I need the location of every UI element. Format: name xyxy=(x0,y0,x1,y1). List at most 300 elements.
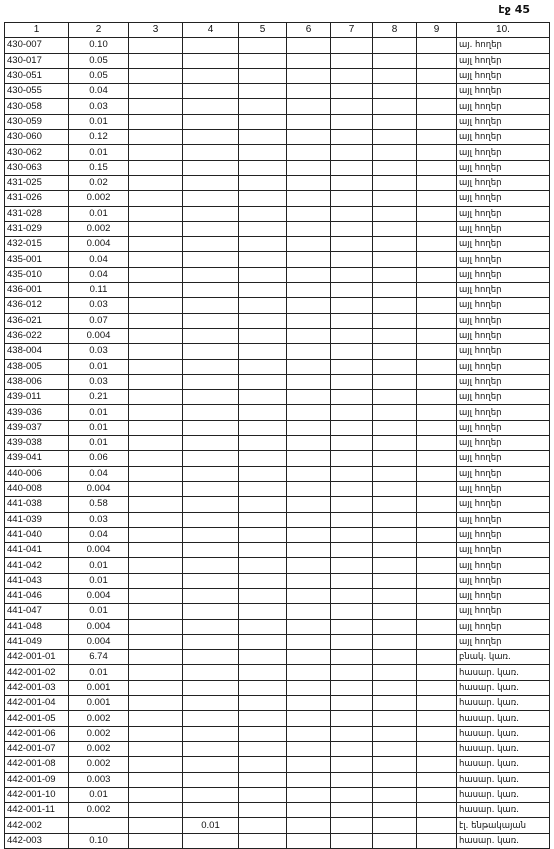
cell-col-10: հասար. կառ. xyxy=(457,665,550,680)
cell-col-9 xyxy=(417,237,457,252)
cell-col-8 xyxy=(373,696,417,711)
cell-col-7 xyxy=(331,665,373,680)
cell-col-9 xyxy=(417,527,457,542)
table-row xyxy=(5,803,550,818)
cell-col-9 xyxy=(417,374,457,389)
cell-col-2: 0.002 xyxy=(69,191,129,206)
cell-col-3 xyxy=(129,527,183,542)
col-header-7: 7 xyxy=(331,23,373,38)
table-row xyxy=(5,696,550,711)
cell-col-4 xyxy=(183,436,239,451)
cell-col-2: 0.06 xyxy=(69,451,129,466)
cell-col-3 xyxy=(129,344,183,359)
cell-col-9 xyxy=(417,420,457,435)
cell-col-9 xyxy=(417,803,457,818)
cell-col-7 xyxy=(331,221,373,236)
cell-col-6 xyxy=(287,68,331,83)
cell-col-1: 436-001 xyxy=(5,283,69,298)
cell-col-8 xyxy=(373,466,417,481)
table-row xyxy=(5,130,550,145)
cell-col-3 xyxy=(129,619,183,634)
cell-col-2: 0.02 xyxy=(69,175,129,190)
cell-col-5 xyxy=(239,512,287,527)
cell-col-8 xyxy=(373,833,417,848)
cell-col-10: այլ հողեր xyxy=(457,619,550,634)
cell-col-4 xyxy=(183,420,239,435)
cell-col-10: այլ հողեր xyxy=(457,588,550,603)
table-row xyxy=(5,175,550,190)
cell-col-10: այլ հողեր xyxy=(457,390,550,405)
cell-col-7 xyxy=(331,711,373,726)
cell-col-2: 0.01 xyxy=(69,114,129,129)
cell-col-2: 0.03 xyxy=(69,374,129,389)
cell-col-8 xyxy=(373,497,417,512)
cell-col-6 xyxy=(287,512,331,527)
cell-col-4 xyxy=(183,191,239,206)
cell-col-10: այլ հողեր xyxy=(457,512,550,527)
cell-col-8 xyxy=(373,787,417,802)
cell-col-3 xyxy=(129,588,183,603)
cell-col-8 xyxy=(373,359,417,374)
cell-col-9 xyxy=(417,711,457,726)
cell-col-7 xyxy=(331,38,373,53)
cell-col-1: 442-001-06 xyxy=(5,726,69,741)
cell-col-1: 430-007 xyxy=(5,38,69,53)
cell-col-2: 0.05 xyxy=(69,53,129,68)
cell-col-9 xyxy=(417,160,457,175)
cell-col-7 xyxy=(331,298,373,313)
cell-col-5 xyxy=(239,436,287,451)
cell-col-1: 430-017 xyxy=(5,53,69,68)
cell-col-9 xyxy=(417,191,457,206)
cell-col-8 xyxy=(373,741,417,756)
cell-col-4 xyxy=(183,497,239,512)
cell-col-1: 430-055 xyxy=(5,84,69,99)
cell-col-6 xyxy=(287,650,331,665)
cell-col-1: 442-001-03 xyxy=(5,680,69,695)
cell-col-1: 438-006 xyxy=(5,374,69,389)
cell-col-8 xyxy=(373,803,417,818)
cell-col-9 xyxy=(417,99,457,114)
table-row xyxy=(5,374,550,389)
cell-col-6 xyxy=(287,99,331,114)
cell-col-1: 431-026 xyxy=(5,191,69,206)
cell-col-5 xyxy=(239,84,287,99)
cell-col-10: էլ. ենթակայան xyxy=(457,818,550,833)
cell-col-5 xyxy=(239,405,287,420)
cell-col-3 xyxy=(129,680,183,695)
table-row xyxy=(5,436,550,451)
cell-col-7 xyxy=(331,650,373,665)
cell-col-2: 0.04 xyxy=(69,527,129,542)
cell-col-2: 0.01 xyxy=(69,787,129,802)
cell-col-1: 430-059 xyxy=(5,114,69,129)
cell-col-8 xyxy=(373,84,417,99)
cell-col-6 xyxy=(287,588,331,603)
cell-col-5 xyxy=(239,696,287,711)
cell-col-8 xyxy=(373,451,417,466)
cell-col-3 xyxy=(129,374,183,389)
cell-col-2: 0.03 xyxy=(69,99,129,114)
cell-col-4 xyxy=(183,374,239,389)
cell-col-6 xyxy=(287,130,331,145)
table-row xyxy=(5,787,550,802)
cell-col-4: 0.01 xyxy=(183,818,239,833)
cell-col-1: 436-012 xyxy=(5,298,69,313)
cell-col-9 xyxy=(417,696,457,711)
cell-col-8 xyxy=(373,191,417,206)
cell-col-3 xyxy=(129,313,183,328)
cell-col-4 xyxy=(183,405,239,420)
cell-col-4 xyxy=(183,481,239,496)
table-row xyxy=(5,634,550,649)
cell-col-3 xyxy=(129,175,183,190)
cell-col-4 xyxy=(183,313,239,328)
cell-col-3 xyxy=(129,145,183,160)
cell-col-4 xyxy=(183,588,239,603)
cell-col-8 xyxy=(373,665,417,680)
cell-col-7 xyxy=(331,604,373,619)
cell-col-3 xyxy=(129,114,183,129)
cell-col-6 xyxy=(287,696,331,711)
cell-col-5 xyxy=(239,390,287,405)
cell-col-6 xyxy=(287,665,331,680)
cell-col-10: այլ հողեր xyxy=(457,130,550,145)
cell-col-9 xyxy=(417,175,457,190)
cell-col-8 xyxy=(373,298,417,313)
table-row xyxy=(5,359,550,374)
cell-col-8 xyxy=(373,634,417,649)
cell-col-4 xyxy=(183,696,239,711)
cell-col-5 xyxy=(239,497,287,512)
table-row xyxy=(5,298,550,313)
cell-col-8 xyxy=(373,328,417,343)
table-row xyxy=(5,619,550,634)
cell-col-4 xyxy=(183,267,239,282)
cell-col-2: 0.001 xyxy=(69,696,129,711)
cell-col-5 xyxy=(239,772,287,787)
table-row xyxy=(5,726,550,741)
table-row xyxy=(5,650,550,665)
cell-col-4 xyxy=(183,833,239,848)
cell-col-7 xyxy=(331,267,373,282)
cell-col-7 xyxy=(331,573,373,588)
cell-col-3 xyxy=(129,757,183,772)
table-row xyxy=(5,99,550,114)
cell-col-3 xyxy=(129,359,183,374)
table-row xyxy=(5,267,550,282)
cell-col-9 xyxy=(417,543,457,558)
col-header-8: 8 xyxy=(373,23,417,38)
cell-col-10: այլ հողեր xyxy=(457,160,550,175)
table-row xyxy=(5,481,550,496)
cell-col-2: 0.15 xyxy=(69,160,129,175)
cell-col-6 xyxy=(287,726,331,741)
cell-col-6 xyxy=(287,298,331,313)
cell-col-3 xyxy=(129,84,183,99)
cell-col-7 xyxy=(331,191,373,206)
cell-col-3 xyxy=(129,191,183,206)
cell-col-6 xyxy=(287,436,331,451)
cell-col-6 xyxy=(287,833,331,848)
cell-col-2: 0.03 xyxy=(69,298,129,313)
cell-col-3 xyxy=(129,803,183,818)
cell-col-10: այլ հողեր xyxy=(457,359,550,374)
cell-col-6 xyxy=(287,175,331,190)
cell-col-9 xyxy=(417,114,457,129)
cell-col-1: 441-038 xyxy=(5,497,69,512)
cell-col-6 xyxy=(287,604,331,619)
table-row xyxy=(5,252,550,267)
cell-col-10: այլ հողեր xyxy=(457,481,550,496)
cell-col-5 xyxy=(239,588,287,603)
cell-col-8 xyxy=(373,543,417,558)
table-row xyxy=(5,466,550,481)
cell-col-5 xyxy=(239,99,287,114)
cell-col-3 xyxy=(129,558,183,573)
cell-col-3 xyxy=(129,160,183,175)
cell-col-3 xyxy=(129,741,183,756)
cell-col-10: այլ հողեր xyxy=(457,604,550,619)
cell-col-3 xyxy=(129,206,183,221)
cell-col-2: 0.01 xyxy=(69,558,129,573)
cell-col-9 xyxy=(417,726,457,741)
cell-col-2: 0.01 xyxy=(69,604,129,619)
cell-col-6 xyxy=(287,420,331,435)
cell-col-6 xyxy=(287,711,331,726)
cell-col-6 xyxy=(287,191,331,206)
cell-col-10: այլ հողեր xyxy=(457,328,550,343)
cell-col-2: 0.004 xyxy=(69,634,129,649)
cell-col-7 xyxy=(331,466,373,481)
table-row xyxy=(5,451,550,466)
cell-col-7 xyxy=(331,787,373,802)
cell-col-3 xyxy=(129,252,183,267)
table-row xyxy=(5,588,550,603)
cell-col-8 xyxy=(373,420,417,435)
cell-col-6 xyxy=(287,772,331,787)
cell-col-2: 0.04 xyxy=(69,252,129,267)
cell-col-1: 430-051 xyxy=(5,68,69,83)
cell-col-3 xyxy=(129,512,183,527)
cell-col-6 xyxy=(287,283,331,298)
cell-col-3 xyxy=(129,283,183,298)
cell-col-6 xyxy=(287,206,331,221)
cell-col-10: հասար. կառ. xyxy=(457,833,550,848)
cell-col-1: 442-001-09 xyxy=(5,772,69,787)
table-row xyxy=(5,328,550,343)
cell-col-6 xyxy=(287,160,331,175)
cell-col-3 xyxy=(129,665,183,680)
table-row xyxy=(5,543,550,558)
cell-col-4 xyxy=(183,512,239,527)
cell-col-9 xyxy=(417,466,457,481)
cell-col-5 xyxy=(239,252,287,267)
cell-col-10: այլ հողեր xyxy=(457,252,550,267)
cell-col-9 xyxy=(417,818,457,833)
cell-col-8 xyxy=(373,145,417,160)
cell-col-9 xyxy=(417,619,457,634)
cell-col-1: 439-036 xyxy=(5,405,69,420)
cell-col-8 xyxy=(373,283,417,298)
cell-col-7 xyxy=(331,99,373,114)
table-row xyxy=(5,833,550,848)
cell-col-9 xyxy=(417,436,457,451)
cell-col-10: հասար. կառ. xyxy=(457,741,550,756)
cell-col-7 xyxy=(331,558,373,573)
cell-col-1: 430-060 xyxy=(5,130,69,145)
cell-col-1: 442-001-08 xyxy=(5,757,69,772)
cell-col-9 xyxy=(417,588,457,603)
cell-col-10: այլ հողեր xyxy=(457,145,550,160)
cell-col-8 xyxy=(373,604,417,619)
cell-col-6 xyxy=(287,680,331,695)
table-row xyxy=(5,741,550,756)
cell-col-10: այլ հողեր xyxy=(457,436,550,451)
cell-col-4 xyxy=(183,757,239,772)
cell-col-4 xyxy=(183,634,239,649)
cell-col-6 xyxy=(287,344,331,359)
table-row xyxy=(5,160,550,175)
cell-col-2: 0.004 xyxy=(69,237,129,252)
col-header-5: 5 xyxy=(239,23,287,38)
cell-col-2: 0.002 xyxy=(69,726,129,741)
cell-col-10: հասար. կառ. xyxy=(457,757,550,772)
cell-col-9 xyxy=(417,68,457,83)
cell-col-5 xyxy=(239,313,287,328)
cell-col-1: 441-041 xyxy=(5,543,69,558)
cell-col-5 xyxy=(239,757,287,772)
cell-col-9 xyxy=(417,634,457,649)
cell-col-5 xyxy=(239,818,287,833)
cell-col-3 xyxy=(129,390,183,405)
table-row xyxy=(5,512,550,527)
cell-col-7 xyxy=(331,680,373,695)
cell-col-7 xyxy=(331,588,373,603)
cell-col-5 xyxy=(239,206,287,221)
cell-col-6 xyxy=(287,359,331,374)
cell-col-6 xyxy=(287,145,331,160)
cell-col-8 xyxy=(373,573,417,588)
cell-col-1: 439-037 xyxy=(5,420,69,435)
cell-col-4 xyxy=(183,741,239,756)
cell-col-7 xyxy=(331,53,373,68)
cell-col-1: 442-001-04 xyxy=(5,696,69,711)
cell-col-5 xyxy=(239,145,287,160)
cell-col-1: 442-001-02 xyxy=(5,665,69,680)
cell-col-6 xyxy=(287,634,331,649)
cell-col-2: 0.21 xyxy=(69,390,129,405)
cell-col-4 xyxy=(183,787,239,802)
cell-col-7 xyxy=(331,818,373,833)
cell-col-3 xyxy=(129,711,183,726)
cell-col-3 xyxy=(129,53,183,68)
cell-col-1: 442-001-10 xyxy=(5,787,69,802)
cell-col-8 xyxy=(373,619,417,634)
cell-col-8 xyxy=(373,818,417,833)
cell-col-7 xyxy=(331,84,373,99)
cell-col-2: 0.003 xyxy=(69,772,129,787)
table-row xyxy=(5,680,550,695)
cell-col-4 xyxy=(183,145,239,160)
cell-col-10: այլ հողեր xyxy=(457,267,550,282)
cell-col-4 xyxy=(183,604,239,619)
cell-col-10: այլ հողեր xyxy=(457,68,550,83)
cell-col-5 xyxy=(239,114,287,129)
table-row xyxy=(5,573,550,588)
cell-col-3 xyxy=(129,298,183,313)
cell-col-8 xyxy=(373,99,417,114)
cell-col-1: 441-042 xyxy=(5,558,69,573)
cell-col-4 xyxy=(183,359,239,374)
cell-col-7 xyxy=(331,252,373,267)
cell-col-1: 441-049 xyxy=(5,634,69,649)
cell-col-3 xyxy=(129,604,183,619)
cell-col-10: այլ հողեր xyxy=(457,451,550,466)
cell-col-5 xyxy=(239,711,287,726)
cell-col-3 xyxy=(129,405,183,420)
cell-col-9 xyxy=(417,757,457,772)
table-row xyxy=(5,757,550,772)
cell-col-6 xyxy=(287,741,331,756)
cell-col-4 xyxy=(183,680,239,695)
table-row xyxy=(5,405,550,420)
cell-col-5 xyxy=(239,833,287,848)
cell-col-1: 442-001-05 xyxy=(5,711,69,726)
cell-col-5 xyxy=(239,68,287,83)
cell-col-2: 0.04 xyxy=(69,84,129,99)
cell-col-3 xyxy=(129,436,183,451)
cell-col-8 xyxy=(373,390,417,405)
cell-col-3 xyxy=(129,634,183,649)
cell-col-10: այլ հողեր xyxy=(457,206,550,221)
cell-col-10: այ. հողեր xyxy=(457,38,550,53)
cell-col-9 xyxy=(417,267,457,282)
cell-col-1: 442-001-07 xyxy=(5,741,69,756)
cell-col-6 xyxy=(287,221,331,236)
cell-col-7 xyxy=(331,512,373,527)
cell-col-10: հասար. կառ. xyxy=(457,787,550,802)
cell-col-10: հասար. կառ. xyxy=(457,803,550,818)
cell-col-4 xyxy=(183,206,239,221)
cell-col-1: 430-063 xyxy=(5,160,69,175)
cell-col-7 xyxy=(331,390,373,405)
cell-col-4 xyxy=(183,451,239,466)
cell-col-6 xyxy=(287,757,331,772)
cell-col-7 xyxy=(331,543,373,558)
cell-col-7 xyxy=(331,206,373,221)
col-header-3: 3 xyxy=(129,23,183,38)
table-row xyxy=(5,527,550,542)
cell-col-10: այլ հողեր xyxy=(457,344,550,359)
cell-col-8 xyxy=(373,175,417,190)
cell-col-6 xyxy=(287,390,331,405)
cell-col-8 xyxy=(373,527,417,542)
cell-col-2 xyxy=(69,818,129,833)
cell-col-2: 0.01 xyxy=(69,405,129,420)
cell-col-6 xyxy=(287,619,331,634)
table-row xyxy=(5,237,550,252)
table-row xyxy=(5,53,550,68)
cell-col-6 xyxy=(287,328,331,343)
cell-col-10: այլ հողեր xyxy=(457,84,550,99)
cell-col-7 xyxy=(331,726,373,741)
cell-col-6 xyxy=(287,803,331,818)
cell-col-9 xyxy=(417,390,457,405)
cell-col-2: 6.74 xyxy=(69,650,129,665)
cell-col-7 xyxy=(331,436,373,451)
cell-col-4 xyxy=(183,711,239,726)
